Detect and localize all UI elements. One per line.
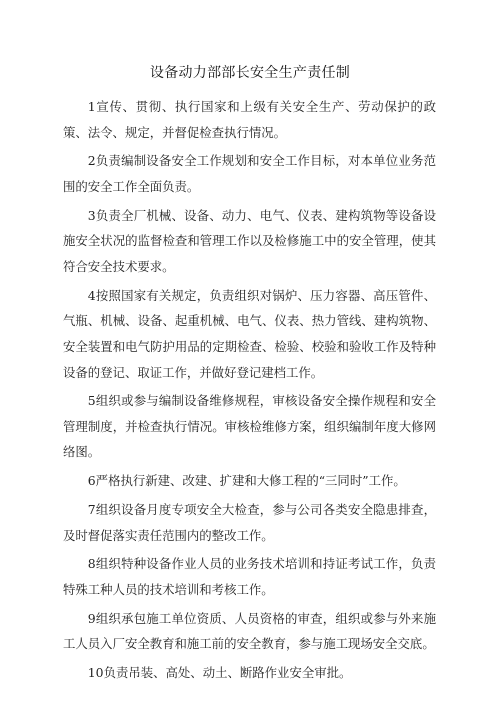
paragraph-10: 10负责吊装、高处、动土、断路作业安全审批。 xyxy=(87,665,352,681)
paragraph-5: 5组织或参与编制设备维修规程，审核设备安全操作规程和安全管理制度，并检查执行情况。审核检维修方案，组织编制年度大修网络图。 xyxy=(63,393,436,460)
paragraph-9: 9组织承包施工单位资质、人员资格的审查，组织或参与外来施工人员入厂安全教育和施工前的安全教育，参与施工现场安全交底。 xyxy=(63,610,436,652)
paragraph-4: 4按照国家有关规定，负责组织对锅炉、压力容器、高压管件、气瓶、机械、设备、起重机械、电气、仪表、热力管线、建构筑物、安全装置和电气防护用品的定期检查、检验、校验和验收工作及特种设备的登记、取证工作，并做好登记建档工作。 xyxy=(63,287,436,380)
paragraph-7: 7组织设备月度专项安全大检查，参与公司各类安全隐患排查，及时督促落实责任范围内的整改工作。 xyxy=(63,502,436,543)
paragraph-8: 8组织特种设备作业人员的业务技术培训和持证考试工作，负责特殊工种人员的技术培训和考核工作。 xyxy=(63,556,436,597)
paragraph-2: 2负责编制设备安全工作规划和安全工作目标，对本单位业务范围的安全工作全面负责。 xyxy=(63,153,436,194)
paragraph-3: 3负责全厂机械、设备、动力、电气、仪表、建构筑物等设备设施安全状况的监督检查和管理工作以及检修施工中的安全管理，使其符合安全技术要求。 xyxy=(63,207,436,274)
document-title: 设备动力部部长安全生产责任制 xyxy=(149,65,351,81)
paragraph-6: 6严格执行新建、改建、扩建和大修工程的“三同时”工作。 xyxy=(87,473,406,489)
document-body xyxy=(63,94,436,686)
paragraph-1: 1宣传、贯彻、执行国家和上级有关安全生产、劳动保护的政策、法令、规定，并督促检查执行情况。 xyxy=(63,99,436,140)
